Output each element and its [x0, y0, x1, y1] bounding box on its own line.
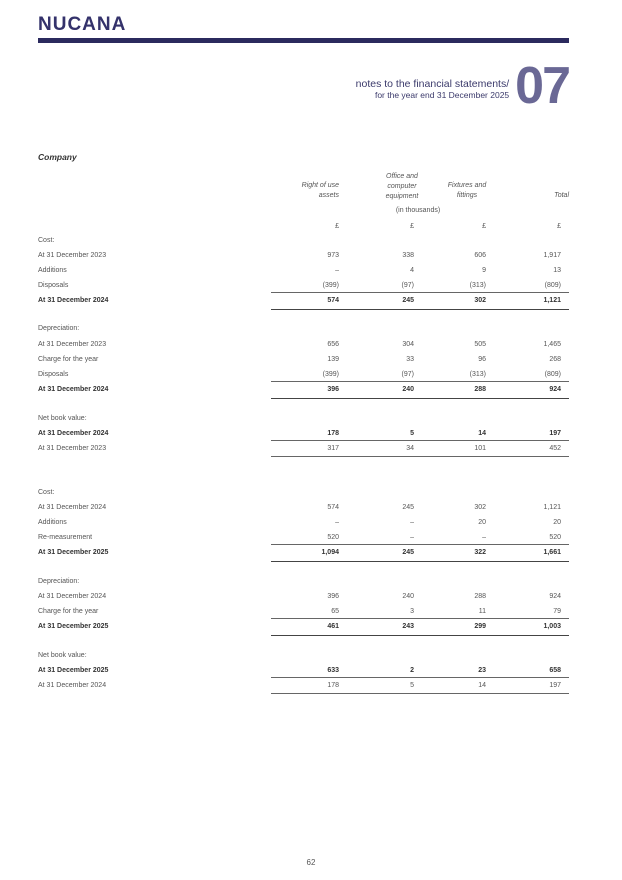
row-label: At 31 December 2023	[38, 445, 107, 452]
table-cell: 338	[402, 252, 414, 259]
row-label: At 31 December 2024	[38, 593, 107, 600]
table-cell: 101	[474, 445, 486, 452]
table-cell: 34	[406, 445, 414, 452]
table-row	[38, 337, 569, 352]
table-row	[38, 500, 569, 515]
table-cell: 240	[402, 593, 414, 600]
table-cell: 5	[410, 430, 414, 437]
column-header-line: fittings	[456, 192, 478, 199]
table-cell: 5	[410, 682, 414, 689]
table-row	[38, 485, 569, 500]
table-cell: 288	[474, 593, 486, 600]
table-cell: 197	[549, 430, 561, 437]
table-cell: 520	[327, 534, 339, 541]
table-cell: 633	[327, 667, 339, 674]
table-row	[38, 248, 569, 263]
table-cell: 1,094	[321, 549, 339, 556]
total-rule	[271, 309, 569, 310]
column-header-line: computer	[387, 183, 417, 190]
table-row	[38, 589, 569, 604]
row-label: At 31 December 2025	[38, 549, 109, 556]
table-cell: 79	[553, 608, 561, 615]
table-cell: 1,121	[543, 297, 561, 304]
table-cell: (809)	[544, 371, 561, 378]
row-label: Additions	[38, 267, 67, 274]
column-header-right-of-use	[279, 181, 339, 201]
header-bar	[38, 38, 569, 43]
table-cell: 505	[474, 341, 486, 348]
logo-text: NUCANA	[38, 14, 127, 35]
column-header-line: Office and	[386, 173, 418, 180]
table-cell: 245	[402, 549, 414, 556]
row-label: Net book value:	[38, 415, 87, 422]
table-cell: 574	[327, 297, 339, 304]
table-cell: (313)	[469, 371, 486, 378]
table-cell: 9	[482, 267, 486, 274]
row-label: Cost:	[38, 237, 55, 244]
table-row	[38, 648, 569, 663]
row-rule	[271, 456, 569, 457]
header-subtitle: for the year end 31 December 2025	[374, 90, 510, 100]
table-row	[38, 278, 569, 293]
table-cell: (399)	[322, 371, 339, 378]
table-cell: 178	[327, 682, 339, 689]
table-cell: –	[410, 534, 414, 541]
row-label: At 31 December 2025	[38, 623, 109, 630]
currency-cell: £	[557, 223, 561, 230]
table-cell: 243	[402, 623, 414, 630]
table-cell: –	[335, 267, 339, 274]
table-cell: –	[335, 519, 339, 526]
page-number: 62	[306, 858, 316, 867]
currency-cell: £	[410, 223, 414, 230]
row-label: Disposals	[38, 371, 69, 378]
section-title: Company	[38, 152, 77, 162]
total-rule	[271, 398, 569, 399]
table-row-total	[38, 545, 569, 560]
row-label: At 31 December 2025	[38, 667, 109, 674]
table-cell: 322	[474, 549, 486, 556]
row-label: Depreciation:	[38, 325, 80, 332]
table-cell: 1,003	[543, 623, 561, 630]
table-row-total	[38, 382, 569, 397]
table-row	[38, 411, 569, 426]
table-cell: (97)	[401, 371, 414, 378]
column-header-line: Total	[554, 192, 569, 199]
table-row	[38, 515, 569, 530]
total-rule	[271, 561, 569, 562]
row-label: At 31 December 2024	[38, 297, 109, 304]
table-cell: 14	[478, 682, 486, 689]
table-cell: 574	[327, 504, 339, 511]
row-label: Additions	[38, 519, 67, 526]
column-header-line: Fixtures and	[447, 182, 487, 189]
column-header-total	[510, 191, 569, 201]
table-cell: 11	[478, 608, 486, 615]
table-cell: 396	[327, 386, 339, 393]
currency-cell: £	[335, 223, 339, 230]
row-label: Net book value:	[38, 652, 87, 659]
table-cell: 304	[402, 341, 414, 348]
row-label: At 31 December 2024	[38, 386, 109, 393]
table-cell: 302	[474, 504, 486, 511]
table-cell: 245	[402, 297, 414, 304]
table-cell: 1,661	[543, 549, 561, 556]
table-cell: 299	[474, 623, 486, 630]
table-cell: 245	[402, 504, 414, 511]
table-cell: 1,917	[543, 252, 561, 259]
table-row	[38, 574, 569, 589]
table-cell: (97)	[401, 282, 414, 289]
table-row-total	[38, 293, 569, 308]
table-row	[38, 530, 569, 545]
table-cell: 96	[478, 356, 486, 363]
table-cell: 658	[549, 667, 561, 674]
table-cell: 452	[549, 445, 561, 452]
currency-row	[38, 219, 569, 234]
column-header-line: assets	[318, 192, 339, 199]
table-cell: 1,121	[543, 504, 561, 511]
table-cell: –	[482, 534, 486, 541]
table-row-total	[38, 663, 569, 678]
table-row	[38, 367, 569, 382]
row-label: At 31 December 2024	[38, 430, 109, 437]
column-header-office-equipment	[372, 172, 432, 202]
unit-label: (in thousands)	[395, 207, 441, 214]
table-cell: 2	[410, 667, 414, 674]
table-row	[38, 352, 569, 367]
table-cell: (313)	[469, 282, 486, 289]
table-cell: 240	[402, 386, 414, 393]
row-label: At 31 December 2024	[38, 504, 107, 511]
table-row	[38, 321, 569, 336]
table-cell: 65	[331, 608, 339, 615]
table-cell: 924	[549, 386, 561, 393]
table-cell: 520	[549, 534, 561, 541]
row-label: Depreciation:	[38, 578, 80, 585]
table-cell: 317	[327, 445, 339, 452]
table-cell: 14	[478, 430, 486, 437]
row-label: Cost:	[38, 489, 55, 496]
table-cell: 924	[549, 593, 561, 600]
table-cell: 973	[327, 252, 339, 259]
table-cell: 396	[327, 593, 339, 600]
chapter-number: 07	[515, 57, 569, 115]
table-cell: 656	[327, 341, 339, 348]
row-label: Charge for the year	[38, 356, 99, 363]
table-cell: 461	[327, 623, 339, 630]
table-cell: 4	[410, 267, 414, 274]
row-label: At 31 December 2024	[38, 682, 107, 689]
currency-cell: £	[482, 223, 486, 230]
table-cell: 13	[553, 267, 561, 274]
table-cell: 178	[327, 430, 339, 437]
row-label: Charge for the year	[38, 608, 99, 615]
row-label: Re-measurement	[38, 534, 93, 541]
company-logo	[38, 14, 126, 38]
column-header-line: Right of use	[301, 182, 339, 189]
page-header	[355, 57, 569, 115]
table-cell: 288	[474, 386, 486, 393]
table-cell: 33	[406, 356, 414, 363]
row-label: At 31 December 2023	[38, 341, 107, 348]
table-row-total	[38, 619, 569, 634]
table-row	[38, 604, 569, 619]
table-cell: (399)	[322, 282, 339, 289]
table-row	[38, 263, 569, 278]
table-cell: 268	[549, 356, 561, 363]
table-cell: 23	[478, 667, 486, 674]
table-cell: 20	[478, 519, 486, 526]
table-cell: 606	[474, 252, 486, 259]
header-title: notes to the financial statements/	[355, 78, 510, 90]
table-cell: (809)	[544, 282, 561, 289]
row-rule	[271, 693, 569, 694]
table-cell: 302	[474, 297, 486, 304]
table-cell: 1,465	[543, 341, 561, 348]
table-cell: –	[410, 519, 414, 526]
row-label: At 31 December 2023	[38, 252, 107, 259]
table-cell: 197	[549, 682, 561, 689]
table-row	[38, 678, 569, 693]
table-cell: 3	[410, 608, 414, 615]
total-rule	[271, 635, 569, 636]
table-row	[38, 233, 569, 248]
table-cell: 139	[327, 356, 339, 363]
row-label: Disposals	[38, 282, 69, 289]
table-row-total	[38, 426, 569, 441]
table-cell: 20	[553, 519, 561, 526]
column-header-fixtures	[442, 181, 492, 201]
table-row	[38, 441, 569, 456]
header-text	[356, 78, 510, 101]
column-header-line: equipment	[385, 193, 419, 200]
